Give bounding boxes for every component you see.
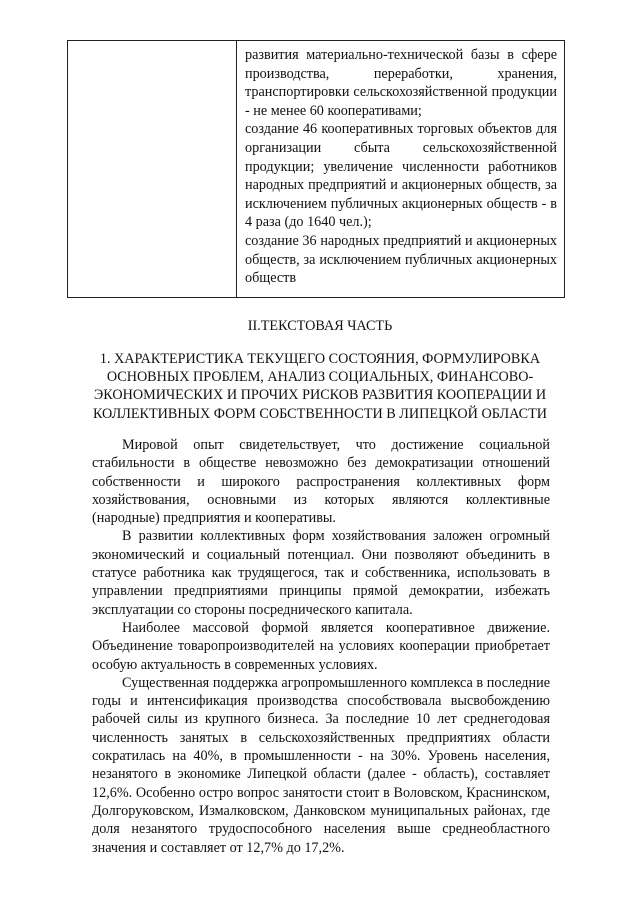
table-cell-paragraph: развития материально-технической базы в сфере производства, переработки, хранения, транспортировки сельскохозяйственной продукции - не менее 60 кооперативами; — [245, 47, 557, 119]
body-paragraph: Существенная поддержка агропромышленного комплекса в последние годы и интенсификация производства способствовала высвобождению рабочей силы из крупного бизнеса. За последние 10 лет среднегодовая численность занятых в сельскохозяйственных предприятиях области сократилась на 40%, в промышленности - на 30%. Уровень населения, незанятого в экономике Липецкой области (далее - область), составляет 12,6%. Особенно остро вопрос занятости стоит в Воловском, Краснинском, Долгоруковском, Измалковском, Данковском муниципальных районах, где доля незанятого трудоспособного населения выше среднеобластного значения и составляет от 12,7% до 17,2%. — [92, 674, 550, 856]
table-cell-paragraph: создание 36 народных предприятий и акционерных обществ, за исключением публичных акционерных обществ — [245, 232, 557, 287]
body-paragraph: В развитии коллективных форм хозяйствования заложен огромный экономический и социальный потенциал. Они позволяют объединить в статусе работника как трудящегося, так и собственника, использовать в управлении предприятиями принципы прямой демократии, избежать эксплуатации со стороны посреднического капитала. — [92, 528, 550, 618]
section-title: II.ТЕКСТОВАЯ ЧАСТЬ — [247, 318, 393, 334]
body-paragraph: Наиболее массовой формой является кооперативное движение. Объединение товаропроизводителей на условиях кооперации приобретает особую актуальность в современных условиях. — [92, 619, 550, 673]
body-text — [92, 436, 550, 857]
chapter-heading: 1. ХАРАКТЕРИСТИКА ТЕКУЩЕГО СОСТОЯНИЯ, ФОРМУЛИРОВКА ОСНОВНЫХ ПРОБЛЕМ, АНАЛИЗ СОЦИАЛЬНЫХ, ФИНАНСОВО-ЭКОНОМИЧЕСКИХ И ПРОЧИХ РИСКОВ РАЗВИТИЯ КООПЕРАЦИИ И КОЛЛЕКТИВНЫХ ФОРМ СОБСТВЕННОСТИ В ЛИПЕЦКОЙ ОБЛАСТИ — [92, 351, 548, 422]
table-column-divider — [236, 41, 237, 297]
table — [67, 40, 565, 298]
body-paragraph: Мировой опыт свидетельствует, что достижение социальной стабильности в обществе невозможно без демократизации отношений собственности и широкого распространения коллективных форм хозяйствования, основными из которых являются коллективные (народные) предприятия и кооперативы. — [92, 437, 550, 527]
table-cell-paragraph: создание 46 кооперативных торговых объектов для организации сбыта сельскохозяйственной продукции; увеличение численности работников народных предприятий и акционерных обществ, за исключением публичных акционерных обществ - в 4 раза (до 1640 чел.); — [245, 121, 557, 231]
table-right-cell — [245, 46, 557, 288]
